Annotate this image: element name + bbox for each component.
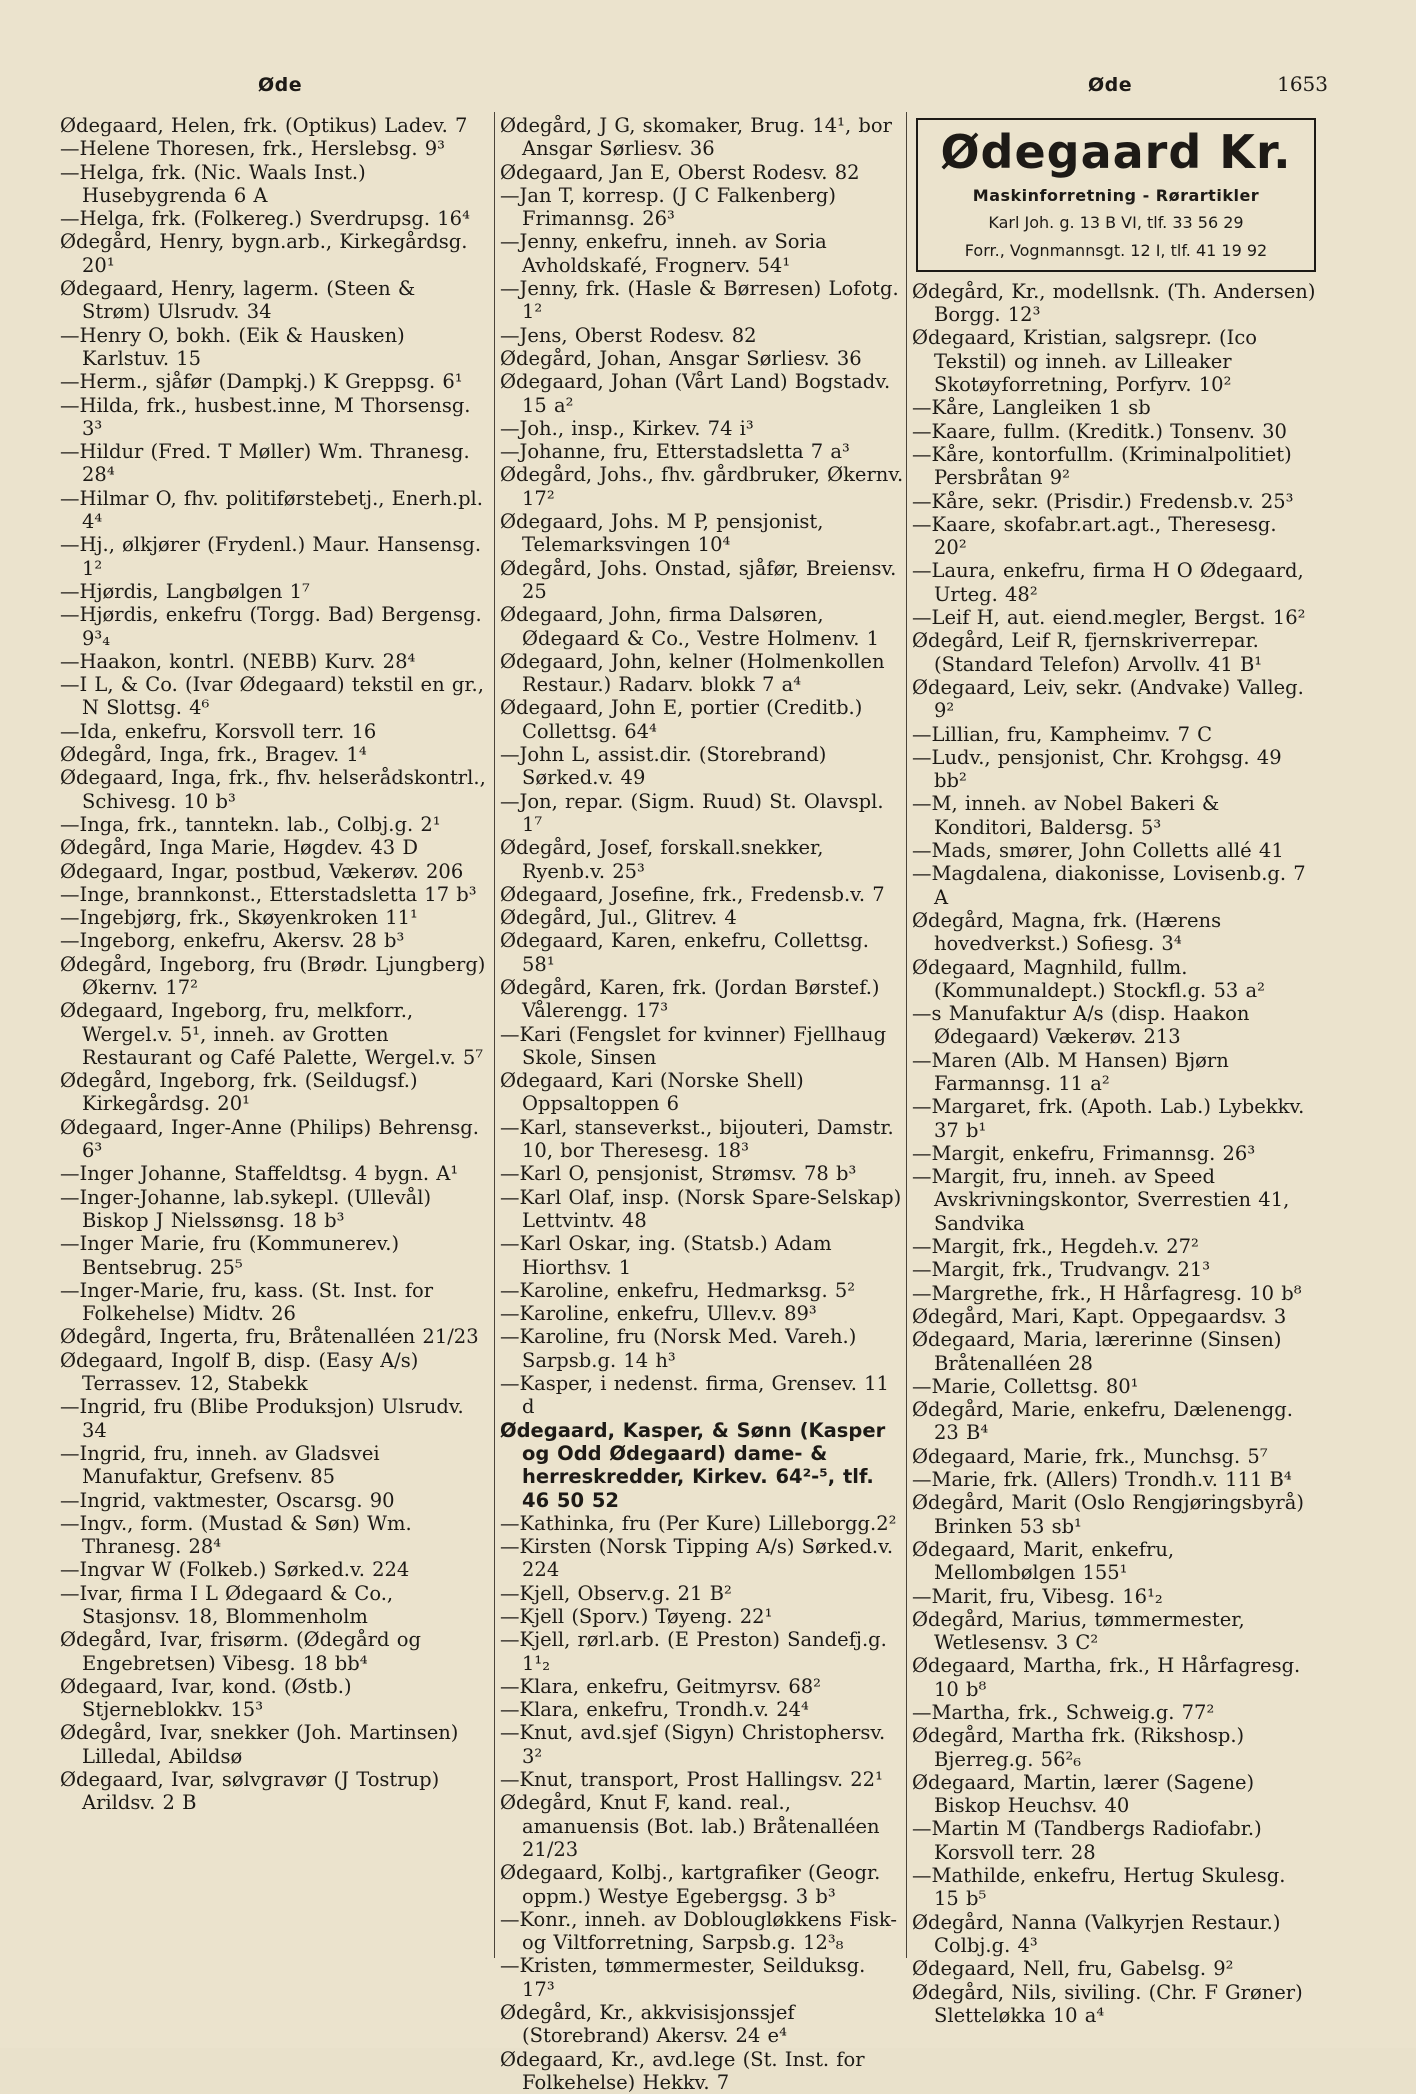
directory-entry: Ødegård, Johs., fhv. gårdbruker, Økernv. 17² [500,463,904,510]
directory-entry: —John L, assist.dir. (Storebrand) Sørked.v. 49 [500,743,827,790]
directory-entry: Ødegaard, Johan (Vårt Land) Bogstadv. 15 a² [500,370,891,417]
directory-entry: —Inger-Johanne, lab.sykepl. (Ullevål) Biskop J Nielssønsg. 18 b³ [60,1185,432,1232]
directory-entry: —Kathinka, fru (Per Kure) Lilleborgg.2² [500,1511,897,1535]
directory-entry: Ødegård, Ivar, frisørm. (Ødegård og Engebretsen) Vibesg. 18 bb⁴ [60,1628,421,1675]
directory-entry: Ødegård, Marit (Oslo Rengjøringsbyrå) Brinken 53 sb¹ [912,1491,1304,1538]
directory-entry: —Leif H, aut. eiend.megler, Bergst. 16² [912,606,1306,630]
ad-company-name: Ødegaard Kr. [940,125,1292,179]
directory-entry: —Maren (Alb. M Hansen) Bjørn Farmannsg. 11 a² [912,1048,1229,1095]
directory-entry: —Ludv., pensjonist, Chr. Krohgsg. 49 bb² [912,745,1282,793]
directory-entry: —I L, & Co. (Ivar Ødegaard) tekstil en gr., N Slottsg. 4⁶ [60,673,484,720]
directory-entry: Ødegård, Ingeborg, fru (Brødr. Ljungberg) Økernv. 17² [60,952,486,999]
directory-entry: —Joh., insp., Kirkev. 74 i³ [500,416,754,440]
directory-entry: Ødegaard, Ivar, kond. (Østb.) Stjerneblokkv. 15³ [60,1674,352,1722]
directory-entry: Ødegård, Jul., Glitrev. 4 [500,906,737,930]
directory-entry: —Margrethe, frk., H Hårfagresg. 10 b⁸ [912,1281,1302,1305]
directory-entry: Ødegård, Henry, bygn.arb., Kirkegårdsg. 20¹ [60,230,468,277]
directory-entry: —M, inneh. av Nobel Bakeri & Konditori, Baldersg. 5³ [912,792,1220,839]
directory-entry: —Ida, enkefru, Korsvoll terr. 16 [60,719,377,743]
advertisement-box [916,118,1316,272]
directory-entry: —Karl Olaf, insp. (Norsk Spare-Selskap) Lettvintv. 48 [500,1185,902,1232]
directory-entry: —Hjørdis, enkefru (Torgg. Bad) Bergensg. 9³₄ [60,603,482,650]
directory-entry: —Ingrid, fru, inneh. av Gladsvei Manufaktur, Grefsenv. 85 [60,1441,380,1489]
directory-entry: —Magdalena, diakonisse, Lovisenb.g. 7 A [912,862,1306,909]
directory-entry: —Kirsten (Norsk Tipping A/s) Sørked.v. 224 [500,1535,894,1582]
directory-entry: —Mads, smører, John Colletts allé 41 [912,839,1284,863]
directory-entry: —Karoline, enkefru, Ullev.v. 89³ [500,1302,817,1326]
directory-entry: Ødegaard, Josefine, frk., Fredensb.v. 7 [500,882,885,906]
directory-entry: Ødegård, Josef, forskall.snekker, Ryenb.v. 25³ [500,836,824,883]
directory-entry: —Kjell (Sporv.) Tøyeng. 22¹ [500,1605,773,1628]
directory-entry: —Jens, Oberst Rodesv. 82 [500,323,757,347]
directory-entry: Ødegaard, Marie, frk., Munchsg. 5⁷ [912,1444,1268,1468]
column-1 [60,114,490,1815]
directory-entry: Ødegaard, Helen, frk. (Optikus) Ladev. 7 [60,114,468,137]
directory-entry: Ødegaard, Nell, fru, Gabelsg. 9² [912,1957,1234,1981]
directory-entry: Ødegaard, John E, portier (Creditb.) Collettsg. 64⁴ [500,696,863,743]
left-running-head: Øde [258,74,303,96]
directory-entry: —Kjell, Observ.g. 21 B² [500,1581,732,1605]
column-3 [912,114,1316,2027]
directory-entry: —Margaret, frk. (Apoth. Lab.) Lybekkv. 37 b¹ [912,1095,1305,1142]
directory-entry: —Hildur (Fred. T Møller) Wm. Thranesg. 28⁴ [60,440,470,487]
directory-entry: —Haakon, kontrl. (NEBB) Kurv. 28⁴ [60,649,416,673]
directory-entry: —Johanne, fru, Etterstadsletta 7 a³ [500,440,850,464]
directory-entry: —Martin M (Tandbergs Radiofabr.) Korsvoll terr. 28 [912,1817,1262,1864]
directory-entry: —Ingeborg, enkefru, Akersv. 28 b³ [60,929,405,953]
directory-entry: Ødegård, Kr., akkvisisjonssjef (Storebrand) Akersv. 24 e⁴ [500,2001,795,2048]
directory-entry: Ødegård, Ivar, snekker (Joh. Martinsen) Lilledal, Abildsø [60,1721,459,1768]
directory-entry: —Kari (Fengslet for kvinner) Fjellhaug Skole, Sinsen [500,1022,887,1069]
directory-entry: —Kristen, tømmermester, Seilduksg. 17³ [500,1954,866,2001]
directory-entry: —Marit, fru, Vibesg. 16¹₂ [912,1584,1163,1608]
directory-entry: —Kjell, rørl.arb. (E Preston) Sandefj.g. 1¹₂ [500,1628,887,1675]
directory-entry: Ødegaard, John, kelner (Holmenkollen Restaur.) Radarv. blokk 7 a⁴ [500,649,885,697]
directory-entry: Ødegaard, Martha, frk., H Hårfagresg. 10 b⁸ [912,1654,1301,1701]
directory-entry: Ødegaard, Ingar, postbud, Vækerøv. 206 [60,859,464,883]
directory-entry: Ødegaard, Leiv, sekr. (Andvake) Valleg. 9² [912,675,1304,723]
page-number: 1653 [1277,72,1328,96]
directory-entry: —Lillian, fru, Kampheimv. 7 C [912,722,1213,746]
directory-entry: Ødegaard, John, firma Dalsøren, Ødegaard & Co., Vestre Holmenv. 1 [500,603,880,650]
column-divider [494,112,495,1958]
directory-entry: Ødegaard, Ingeborg, fru, melkforr., Wergel.v. 5¹, inneh. av Grotten Restaurant og Café Palette, Wergel.v. 5⁷ [60,999,484,1069]
directory-entry: —Margit, enkefru, Frimannsg. 26³ [912,1141,1256,1165]
directory-entry: Ødegaard, Ingolf B, disp. (Easy A/s) Terrassev. 12, Stabekk [60,1348,419,1396]
directory-entry: Ødegård, Leif R, fjernskriverrepar. (Standard Telefon) Arvollv. 41 B¹ [912,629,1263,676]
directory-entry: Ødegård, Magna, frk. (Hærens hovedverkst.) Sofiesg. 3⁴ [912,908,1222,956]
directory-entry: Ødegaard, Martin, lærer (Sagene) Biskop Heuchsv. 40 [912,1770,1255,1818]
directory-entry: Ødegaard, Jan E, Oberst Rodesv. 82 [500,160,860,184]
directory-entry: —Henry O, bokh. (Eik & Hausken) Karlstuv. 15 [60,323,405,370]
directory-entry: Ødegård, Mari, Kapt. Oppegaardsv. 3 [912,1304,1287,1328]
directory-entry: Ødegaard, Inger-Anne (Philips) Behrensg. 6³ [60,1115,479,1163]
directory-entry: Ødegaard, Marit, enkefru, Mellombølgen 155¹ [912,1537,1175,1585]
directory-entry: —Margit, fru, inneh. av Speed Avskrivningskontor, Sverrestien 41, Sandvika [912,1165,1290,1235]
directory-entry: —Hj., ølkjører (Frydenl.) Maur. Hansensg. 1² [60,533,482,580]
ad-address-line: Forr., Vognmannsgt. 12 I, tlf. 41 19 92 [964,240,1268,260]
directory-entry: —Helga, frk. (Folkereg.) Sverdrupsg. 16⁴ [60,207,470,231]
directory-entry: —Hjørdis, Langbølgen 1⁷ [60,579,310,603]
directory-entry: —Kaare, fullm. (Kreditk.) Tonsenv. 30 [912,419,1287,443]
directory-entry: —Ingebjørg, frk., Skøyenkroken 11¹ [60,906,418,930]
directory-entry: —Karoline, fru (Norsk Med. Vareh.) Sarpsb.g. 14 h³ [500,1325,857,1372]
directory-entry: Ødegård, Inga Marie, Høgdev. 43 D [60,836,418,860]
directory-entry: —Jenny, frk. (Hasle & Børresen) Lofotg. 1² [500,277,899,324]
directory-entry: Ødegård, Karen, frk. (Jordan Børstef.) Vålerengg. 17³ [500,975,880,1023]
directory-entry: —Knut, avd.sjef (Sigyn) Christophersv. 3² [500,1721,886,1768]
column-2 [500,114,904,2094]
directory-entry: —Jan T, korresp. (J C Falkenberg) Frimannsg. 26³ [500,183,837,231]
directory-entry: —Hilda, frk., husbest.inne, M Thorsensg. 3³ [60,393,471,440]
directory-entry: —Jon, repar. (Sigm. Ruud) St. Olavspl. 1⁷ [500,789,884,836]
directory-entry: —Mathilde, enkefru, Hertug Skulesg. 15 b⁵ [912,1864,1286,1911]
directory-entry: —Inger-Marie, fru, kass. (St. Inst. for Folkehelse) Midtv. 26 [60,1278,434,1326]
column-divider [906,112,907,1958]
directory-entry: Ødegaard, Karen, enkefru, Collettsg. 58¹ [500,929,869,976]
directory-entry: Ødegård, Knut F, kand. real., amanuensis (Bot. lab.) Bråtenalléen 21/23 [500,1791,880,1861]
directory-entry: —Knut, transport, Prost Hallingsv. 22¹ [500,1768,883,1792]
directory-entry: —Inge, brannkonst., Etterstadsletta 17 b³ [60,882,477,906]
directory-entry: Ødegaard, Maria, lærerinne (Sinsen) Bråtenalléen 28 [912,1328,1282,1375]
directory-entry: —Margit, frk., Trudvangv. 21³ [912,1258,1211,1282]
directory-entry: —Inger Marie, fru (Kommunerev.) Bentsebrug. 25⁵ [60,1232,400,1279]
directory-entry: Ødegård, Nanna (Valkyrjen Restaur.) Colbj.g. 4³ [912,1910,1281,1957]
directory-entry: —Ingv., form. (Mustad & Søn) Wm. Thranesg. 28⁴ [60,1511,412,1559]
directory-entry: —Karl O, pensjonist, Strømsv. 78 b³ [500,1162,857,1186]
directory-entry: —Karoline, enkefru, Hedmarksg. 5² [500,1278,856,1302]
directory-entry: —Hilmar O, fhv. politiførstebetj., Enerh.pl. 4⁴ [60,486,483,534]
directory-entry: —Kasper, i nedenst. firma, Grensev. 11 d [500,1372,889,1419]
directory-entry: —Kaare, skofabr.art.agt., Theresesg. 20² [912,512,1277,560]
directory-entry: —Ingrid, vaktmester, Oscarsg. 90 [60,1488,395,1512]
directory-entry: Ødegaard, Ivar, sølvgravør (J Tostrup) Arildsv. 2 B [60,1768,440,1815]
directory-entry: Ødegaard, Kr., avd.lege (St. Inst. for Folkehelse) Hekkv. 7 [500,2047,865,2094]
right-running-head: Øde [1088,74,1133,96]
directory-entry: —Ingrid, fru (Blibe Produksjon) Ulsrudv. 34 [60,1395,464,1442]
directory-entry: —Jenny, enkefru, inneh. av Soria Avholdskafé, Frognerv. 54¹ [500,230,827,277]
ad-address-line: Karl Joh. g. 13 B VI, tlf. 33 56 29 [988,213,1244,233]
directory-entry: —Karl, stanseverkst., bijouteri, Damstr. 10, bor Theresesg. 18³ [500,1115,894,1163]
directory-entry: —Laura, enkefru, firma H O Ødegaard, Urteg. 48² [912,559,1304,606]
directory-entry: Ødegaard, Kari (Norske Shell) Oppsaltoppen 6 [500,1069,804,1116]
directory-entry: —Inger Johanne, Staffeldtsg. 4 bygn. A¹ [60,1162,459,1186]
directory-entry: —Marie, frk. (Allers) Trondh.v. 111 B⁴ [912,1468,1292,1492]
directory-entry: —Helene Thoresen, frk., Herslebsg. 9³ [60,137,445,161]
directory-entry: Ødegård, Ingerta, fru, Bråtenalléen 21/23 [60,1325,479,1349]
directory-entry: Ødegård, Martha frk. (Rikshosp.) Bjerreg.g. 56²₆ [912,1724,1245,1771]
directory-entry: —s Manufaktur A/s (disp. Haakon Ødegaard) Vækerøv. 213 [912,1002,1250,1049]
ad-subtitle: Maskinforretning - Rørartikler [972,186,1260,205]
directory-entry: —Margit, frk., Hegdeh.v. 27² [912,1235,1199,1259]
directory-entry: —Marie, Collettsg. 80¹ [912,1374,1139,1398]
directory-entry: Ødegård, Johs. Onstad, sjåfør, Breiensv. 25 [500,556,897,603]
directory-entry: Ødegaard, Kasper, & Sønn (Kasper og Odd Ødegaard) dame- & herreskredder, Kirkev. 64²-⁵, tlf. 46 50 52 [500,1418,886,1512]
directory-entry: Ødegaard, Magnhild, fullm. (Kommunaldept.) Stockfl.g. 53 a² [912,955,1265,1002]
directory-entry: Ødegård, Johan, Ansgar Sørliesv. 36 [500,346,862,370]
directory-entry: —Herm., sjåfør (Dampkj.) K Greppsg. 6¹ [60,370,463,394]
directory-entry: —Ivar, firma I L Ødegaard & Co., Stasjonsv. 18, Blommenholm [60,1581,394,1628]
directory-entry: Ødegaard, Henry, lagerm. (Steen & Strøm) Ulsrudv. 34 [60,277,416,324]
directory-entry: Ødegaard, Inga, frk., fhv. helserådskontrl., Schivesg. 10 b³ [60,766,486,813]
directory-entry: Ødegård, Marie, enkefru, Dælenengg. 23 B⁴ [912,1398,1293,1445]
directory-entry: —Helga, frk. (Nic. Waals Inst.) Husebygrenda 6 A [60,160,366,207]
directory-entry: —Kåre, kontorfullm. (Kriminalpolitiet) Persbråtan 9² [912,442,1292,490]
directory-entry: Ødegaard, Kristian, salgsrepr. (Ico Tekstil) og inneh. av Lilleaker Skotøyforretning, Porfyrv. 10² [912,326,1257,397]
directory-entry: Ødegaard, Johs. M P, pensjonist, Telemarksvingen 10⁴ [500,510,824,557]
column-3-entries [912,280,1316,2027]
directory-entry: —Klara, enkefru, Trondh.v. 24⁴ [500,1698,809,1722]
directory-entry: —Karl Oskar, ing. (Statsb.) Adam Hiorthsv. 1 [500,1232,832,1279]
directory-entry: —Konr., inneh. av Doblougløkkens Fisk- og Viltforretning, Sarpsb.g. 12³₈ [500,1907,897,1955]
directory-entry: —Kåre, sekr. (Prisdir.) Fredensb.v. 25³ [912,489,1294,513]
directory-entry: Ødegård, Inga, frk., Bragev. 1⁴ [60,743,367,767]
directory-entry: —Ingvar W (Folkeb.) Sørked.v. 224 [60,1558,410,1582]
directory-entry: Ødegård, J G, skomaker, Brug. 14¹, bor Ansgar Sørliesv. 36 [500,114,892,161]
directory-entry: Ødegård, Ingeborg, frk. (Seildugsf.) Kirkegårdsg. 20¹ [60,1069,418,1116]
directory-entry: —Inga, frk., tanntekn. lab., Colbj.g. 2¹ [60,812,441,836]
directory-entry: Ødegård, Nils, siviling. (Chr. F Grøner) Sletteløkka 10 a⁴ [912,1980,1303,2027]
directory-entry: —Kåre, Langleiken 1 sb [912,396,1151,420]
directory-entry: —Martha, frk., Schweig.g. 77² [912,1701,1215,1724]
directory-entry: Ødegård, Marius, tømmermester, Wetlesensv. 3 C² [912,1607,1245,1655]
directory-entry: Ødegaard, Kolbj., kartgrafiker (Geogr. oppm.) Westye Egebergsg. 3 b³ [500,1861,881,1908]
directory-entry: —Klara, enkefru, Geitmyrsv. 68² [500,1674,821,1698]
directory-entry: Ødegård, Kr., modellsnk. (Th. Andersen) Borgg. 12³ [912,279,1316,327]
